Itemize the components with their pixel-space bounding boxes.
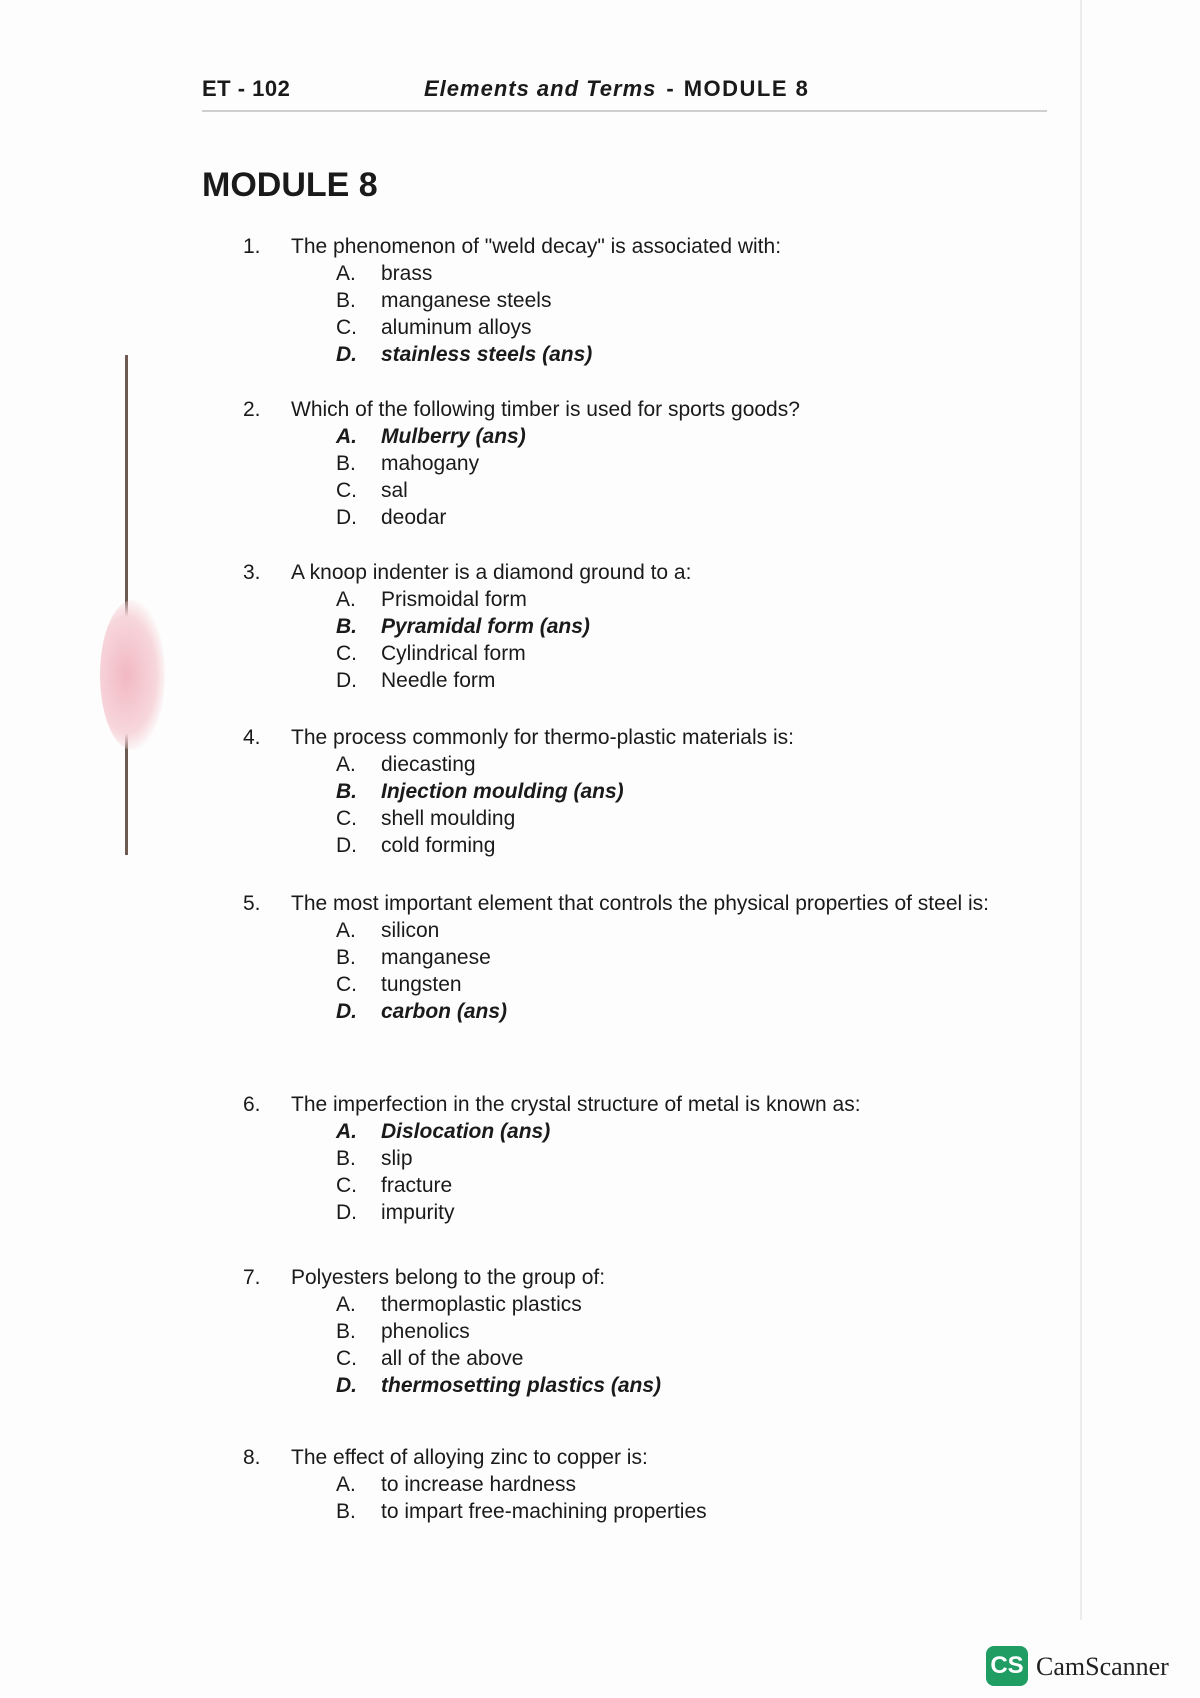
option bbox=[336, 260, 1063, 287]
question-text: The imperfection in the crystal structure of metal is known as: bbox=[291, 1093, 861, 1116]
option-text: thermosetting plastics (ans) bbox=[381, 1374, 662, 1397]
option-text: sal bbox=[381, 479, 408, 502]
option-letter: D. bbox=[336, 1201, 357, 1224]
option-letter: D. bbox=[336, 1374, 357, 1397]
option bbox=[336, 1318, 1063, 1345]
question-4 bbox=[243, 724, 1063, 859]
option-text: stainless steels (ans) bbox=[381, 343, 593, 366]
option-letter: A. bbox=[336, 919, 356, 942]
question-5 bbox=[243, 890, 1063, 1025]
option-list bbox=[243, 260, 1063, 368]
option-letter: C. bbox=[336, 479, 357, 502]
option-letter: A. bbox=[336, 1473, 356, 1496]
option-letter: D. bbox=[336, 834, 357, 857]
question-6 bbox=[243, 1091, 1063, 1226]
option-letter: D. bbox=[336, 669, 357, 692]
option-letter: A. bbox=[336, 262, 356, 285]
option-text: shell moulding bbox=[381, 807, 516, 830]
option-letter: B. bbox=[336, 1147, 356, 1170]
option-letter: A. bbox=[336, 753, 356, 776]
question-text: A knoop indenter is a diamond ground to a: bbox=[291, 561, 692, 584]
option-list bbox=[243, 1471, 1063, 1525]
option-text: Injection moulding (ans) bbox=[381, 780, 624, 803]
option-list bbox=[243, 423, 1063, 531]
question-number: 7. bbox=[243, 1266, 261, 1289]
option-text: Pyramidal form (ans) bbox=[381, 615, 590, 638]
question-text: Which of the following timber is used for sports goods? bbox=[291, 398, 800, 421]
option-text: Cylindrical form bbox=[381, 642, 526, 665]
option bbox=[336, 640, 1063, 667]
option-letter: B. bbox=[336, 946, 356, 969]
question-7 bbox=[243, 1264, 1063, 1399]
option-letter: D. bbox=[336, 1000, 357, 1023]
option-letter: C. bbox=[336, 807, 357, 830]
question-2 bbox=[243, 396, 1063, 531]
option-text: Needle form bbox=[381, 669, 496, 692]
option-letter: C. bbox=[336, 642, 357, 665]
page-header bbox=[202, 74, 1047, 112]
option bbox=[336, 1471, 1063, 1498]
question-text: The most important element that controls the physical properties of steel is: bbox=[291, 892, 989, 915]
option-text: all of the above bbox=[381, 1347, 524, 1370]
option-letter: B. bbox=[336, 289, 356, 312]
option-letter: B. bbox=[336, 780, 357, 803]
header-title-group bbox=[424, 76, 809, 102]
option bbox=[336, 917, 1063, 944]
camscanner-logo-icon: CS bbox=[986, 1646, 1028, 1686]
option-text: aluminum alloys bbox=[381, 316, 532, 339]
option-list bbox=[243, 586, 1063, 694]
option-letter: B. bbox=[336, 615, 357, 638]
option bbox=[336, 1498, 1063, 1525]
option-answer bbox=[336, 341, 1063, 368]
option bbox=[336, 971, 1063, 998]
option-text: impurity bbox=[381, 1201, 455, 1224]
option-text: fracture bbox=[381, 1174, 453, 1197]
page-edge-shadow bbox=[1080, 0, 1082, 1620]
option-text: silicon bbox=[381, 919, 440, 942]
option-letter: B. bbox=[336, 1500, 356, 1523]
option-letter: A. bbox=[336, 1293, 356, 1316]
option bbox=[336, 1345, 1063, 1372]
option-text: Mulberry (ans) bbox=[381, 425, 526, 448]
question-text: The process commonly for thermo-plastic materials is: bbox=[291, 726, 794, 749]
question-number: 5. bbox=[243, 892, 261, 915]
option-letter: A. bbox=[336, 425, 357, 448]
question-number: 6. bbox=[243, 1093, 261, 1116]
option-text: slip bbox=[381, 1147, 413, 1170]
option bbox=[336, 1145, 1063, 1172]
course-code: ET - 102 bbox=[202, 76, 291, 101]
option-text: manganese bbox=[381, 946, 491, 969]
option-text: thermoplastic plastics bbox=[381, 1293, 582, 1316]
camscanner-watermark: CamScanner bbox=[1036, 1652, 1169, 1681]
question-number: 8. bbox=[243, 1446, 261, 1469]
option bbox=[336, 1199, 1063, 1226]
option-text: Dislocation (ans) bbox=[381, 1120, 551, 1143]
option-letter: D. bbox=[336, 506, 357, 529]
option bbox=[336, 1172, 1063, 1199]
option-text: brass bbox=[381, 262, 433, 285]
question-text: The effect of alloying zinc to copper is: bbox=[291, 1446, 648, 1469]
option-text: carbon (ans) bbox=[381, 1000, 508, 1023]
option-letter: A. bbox=[336, 588, 356, 611]
option-text: tungsten bbox=[381, 973, 462, 996]
option bbox=[336, 450, 1063, 477]
option-text: to impart free-machining properties bbox=[381, 1500, 707, 1523]
option-answer bbox=[336, 1372, 1063, 1399]
option-text: Prismoidal form bbox=[381, 588, 527, 611]
question-number: 4. bbox=[243, 726, 261, 749]
option-answer bbox=[336, 778, 1063, 805]
question-text: Polyesters belong to the group of: bbox=[291, 1266, 606, 1289]
question-8 bbox=[243, 1444, 1063, 1525]
option-text: to increase hardness bbox=[381, 1473, 576, 1496]
option bbox=[336, 287, 1063, 314]
option-text: deodar bbox=[381, 506, 447, 529]
option bbox=[336, 751, 1063, 778]
option-letter: A. bbox=[336, 1120, 357, 1143]
option-list bbox=[243, 751, 1063, 859]
pink-smudge bbox=[100, 600, 165, 750]
question-number: 3. bbox=[243, 561, 261, 584]
module-heading: MODULE 8 bbox=[202, 166, 378, 204]
option-text: mahogany bbox=[381, 452, 480, 475]
question-text: The phenomenon of "weld decay" is associated with: bbox=[291, 235, 782, 258]
option-list bbox=[243, 1291, 1063, 1399]
option-letter: D. bbox=[336, 343, 357, 366]
header-module: MODULE 8 bbox=[683, 76, 810, 101]
option bbox=[336, 314, 1063, 341]
option-answer bbox=[336, 613, 1063, 640]
option-text: diecasting bbox=[381, 753, 476, 776]
option-letter: C. bbox=[336, 1347, 357, 1370]
option-text: phenolics bbox=[381, 1320, 470, 1343]
option-letter: C. bbox=[336, 316, 357, 339]
option-answer bbox=[336, 423, 1063, 450]
option bbox=[336, 504, 1063, 531]
option-letter: C. bbox=[336, 1174, 357, 1197]
option bbox=[336, 944, 1063, 971]
option-letter: B. bbox=[336, 452, 356, 475]
question-1 bbox=[243, 233, 1063, 368]
question-number: 2. bbox=[243, 398, 261, 421]
option-letter: B. bbox=[336, 1320, 356, 1343]
option-list bbox=[243, 917, 1063, 1025]
question-number: 1. bbox=[243, 235, 261, 258]
option-answer bbox=[336, 1118, 1063, 1145]
option-list bbox=[243, 1118, 1063, 1226]
option-text: manganese steels bbox=[381, 289, 552, 312]
option bbox=[336, 477, 1063, 504]
header-separator: - bbox=[666, 76, 674, 101]
option bbox=[336, 586, 1063, 613]
question-3 bbox=[243, 559, 1063, 694]
option-letter: C. bbox=[336, 973, 357, 996]
option bbox=[336, 1291, 1063, 1318]
option bbox=[336, 667, 1063, 694]
header-title: Elements and Terms bbox=[424, 76, 657, 101]
option-answer bbox=[336, 998, 1063, 1025]
option-text: cold forming bbox=[381, 834, 496, 857]
option bbox=[336, 832, 1063, 859]
option bbox=[336, 805, 1063, 832]
